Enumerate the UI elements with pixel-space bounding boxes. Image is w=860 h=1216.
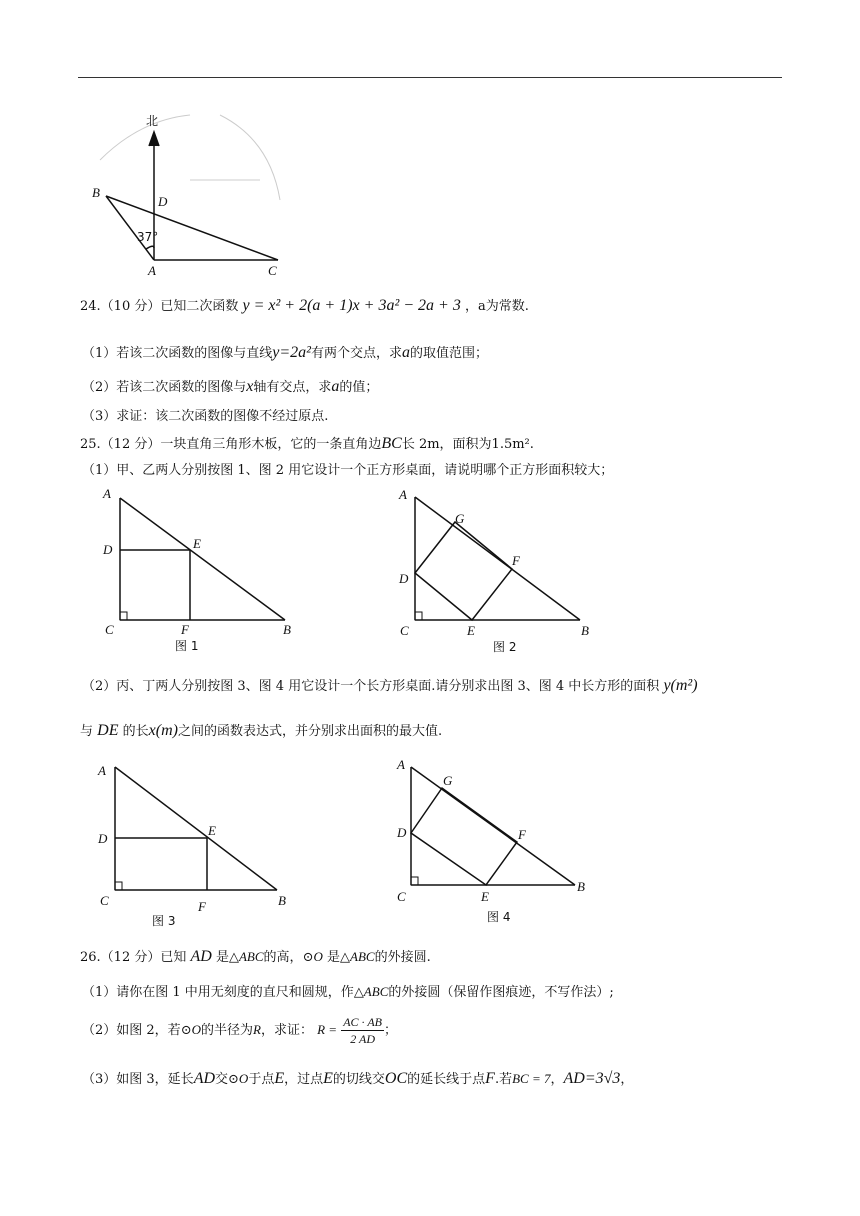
svg-text:A: A bbox=[397, 757, 405, 772]
svg-text:B: B bbox=[283, 622, 291, 637]
fig4-caption: 图 4 bbox=[487, 910, 511, 924]
svg-text:E: E bbox=[467, 623, 475, 638]
q25-part2-line1: （2）丙、丁两人分别按图 3、图 4 用它设计一个长方形桌面.请分别求出图 3、图 4 中长方形的面积 y(m²) bbox=[82, 677, 698, 694]
svg-text:D: D bbox=[103, 542, 113, 557]
svg-text:C: C bbox=[105, 622, 114, 637]
svg-text:A: A bbox=[399, 487, 407, 502]
svg-text:A: A bbox=[103, 486, 111, 501]
q26-part2: （2）如图 2，若⊙O的半径为R，求证： R = $\frac{AC \cdot AB}{2 AD}$ ； bbox=[82, 1015, 397, 1046]
svg-text:B: B bbox=[278, 893, 286, 908]
q25-part2-line2: 与 DE 的长x(m)之间的函数表达式，并分别求出面积的最大值. bbox=[80, 722, 443, 739]
svg-text:C: C bbox=[400, 623, 409, 638]
svg-text:E: E bbox=[193, 536, 201, 551]
q25-part1: （1）甲、乙两人分别按图 1、图 2 用它设计一个正方形桌面，请说明哪个正方形面积较大； bbox=[82, 463, 614, 478]
fraction-r: $\frac{AC \cdot AB}{2 AD}$ bbox=[343, 1015, 382, 1046]
svg-text:G: G bbox=[443, 773, 453, 788]
header-rule bbox=[78, 77, 782, 78]
svg-text:G: G bbox=[455, 511, 465, 526]
q26-head: 26.（12 分）已知 AD 是△ABC的高，⊙O 是△ABC的外接圆. bbox=[80, 948, 431, 965]
svg-text:F: F bbox=[518, 827, 526, 842]
q24-part1: （1）若该二次函数的图像与直线y=2a²有两个交点，求a的取值范围； bbox=[82, 344, 489, 361]
label-B: B bbox=[92, 185, 100, 200]
svg-text:C: C bbox=[397, 889, 406, 904]
fig2-caption: 图 2 bbox=[493, 640, 517, 654]
label-D: D bbox=[158, 194, 168, 209]
figure-direction-triangle bbox=[80, 100, 300, 280]
figure-3 bbox=[92, 755, 302, 930]
svg-text:D: D bbox=[399, 571, 409, 586]
q26-part1: （1）请你在图 1 中用无刻度的直尺和圆规，作△ABC的外接圆（保留作图痕迹，不写作法）; bbox=[82, 984, 614, 1000]
figure-2 bbox=[395, 485, 605, 655]
label-C: C bbox=[268, 263, 277, 278]
svg-text:D: D bbox=[98, 831, 108, 846]
north-label: 北 bbox=[146, 114, 159, 128]
fig1-caption: 图 1 bbox=[175, 639, 199, 653]
q26-part3: （3）如图 3，延长AD交⊙O于点E，过点E的切线交OC的延长线于点F.若BC = 7，AD=3√3， bbox=[82, 1070, 634, 1087]
svg-text:B: B bbox=[581, 623, 589, 638]
q24-head: 24.（10 分）已知二次函数 y = x² + 2(a + 1)x + 3a² − 2a + 3 ，a为常数. bbox=[80, 297, 529, 314]
svg-text:B: B bbox=[577, 879, 585, 894]
svg-text:A: A bbox=[98, 763, 106, 778]
label-A: A bbox=[148, 263, 156, 278]
q24-part3: （3）求证：该二次函数的图像不经过原点. bbox=[82, 409, 329, 424]
svg-text:F: F bbox=[198, 899, 206, 914]
q25-head: 25.（12 分）一块直角三角形木板，它的一条直角边BC长 2m，面积为1.5m². bbox=[80, 435, 534, 452]
fig3-caption: 图 3 bbox=[152, 914, 176, 928]
svg-text:E: E bbox=[208, 823, 216, 838]
angle-label: 37° bbox=[137, 230, 159, 244]
svg-text:F: F bbox=[181, 622, 189, 637]
q24-part2: （2）若该二次函数的图像与x轴有交点，求a的值； bbox=[82, 378, 379, 395]
svg-text:D: D bbox=[397, 825, 407, 840]
figure-1 bbox=[95, 480, 305, 655]
q24-formula: y = x² + 2(a + 1)x + 3a² − 2a + 3 bbox=[242, 297, 461, 314]
svg-text:C: C bbox=[100, 893, 109, 908]
svg-text:E: E bbox=[481, 889, 489, 904]
svg-text:F: F bbox=[512, 553, 520, 568]
figure-4 bbox=[395, 755, 605, 930]
